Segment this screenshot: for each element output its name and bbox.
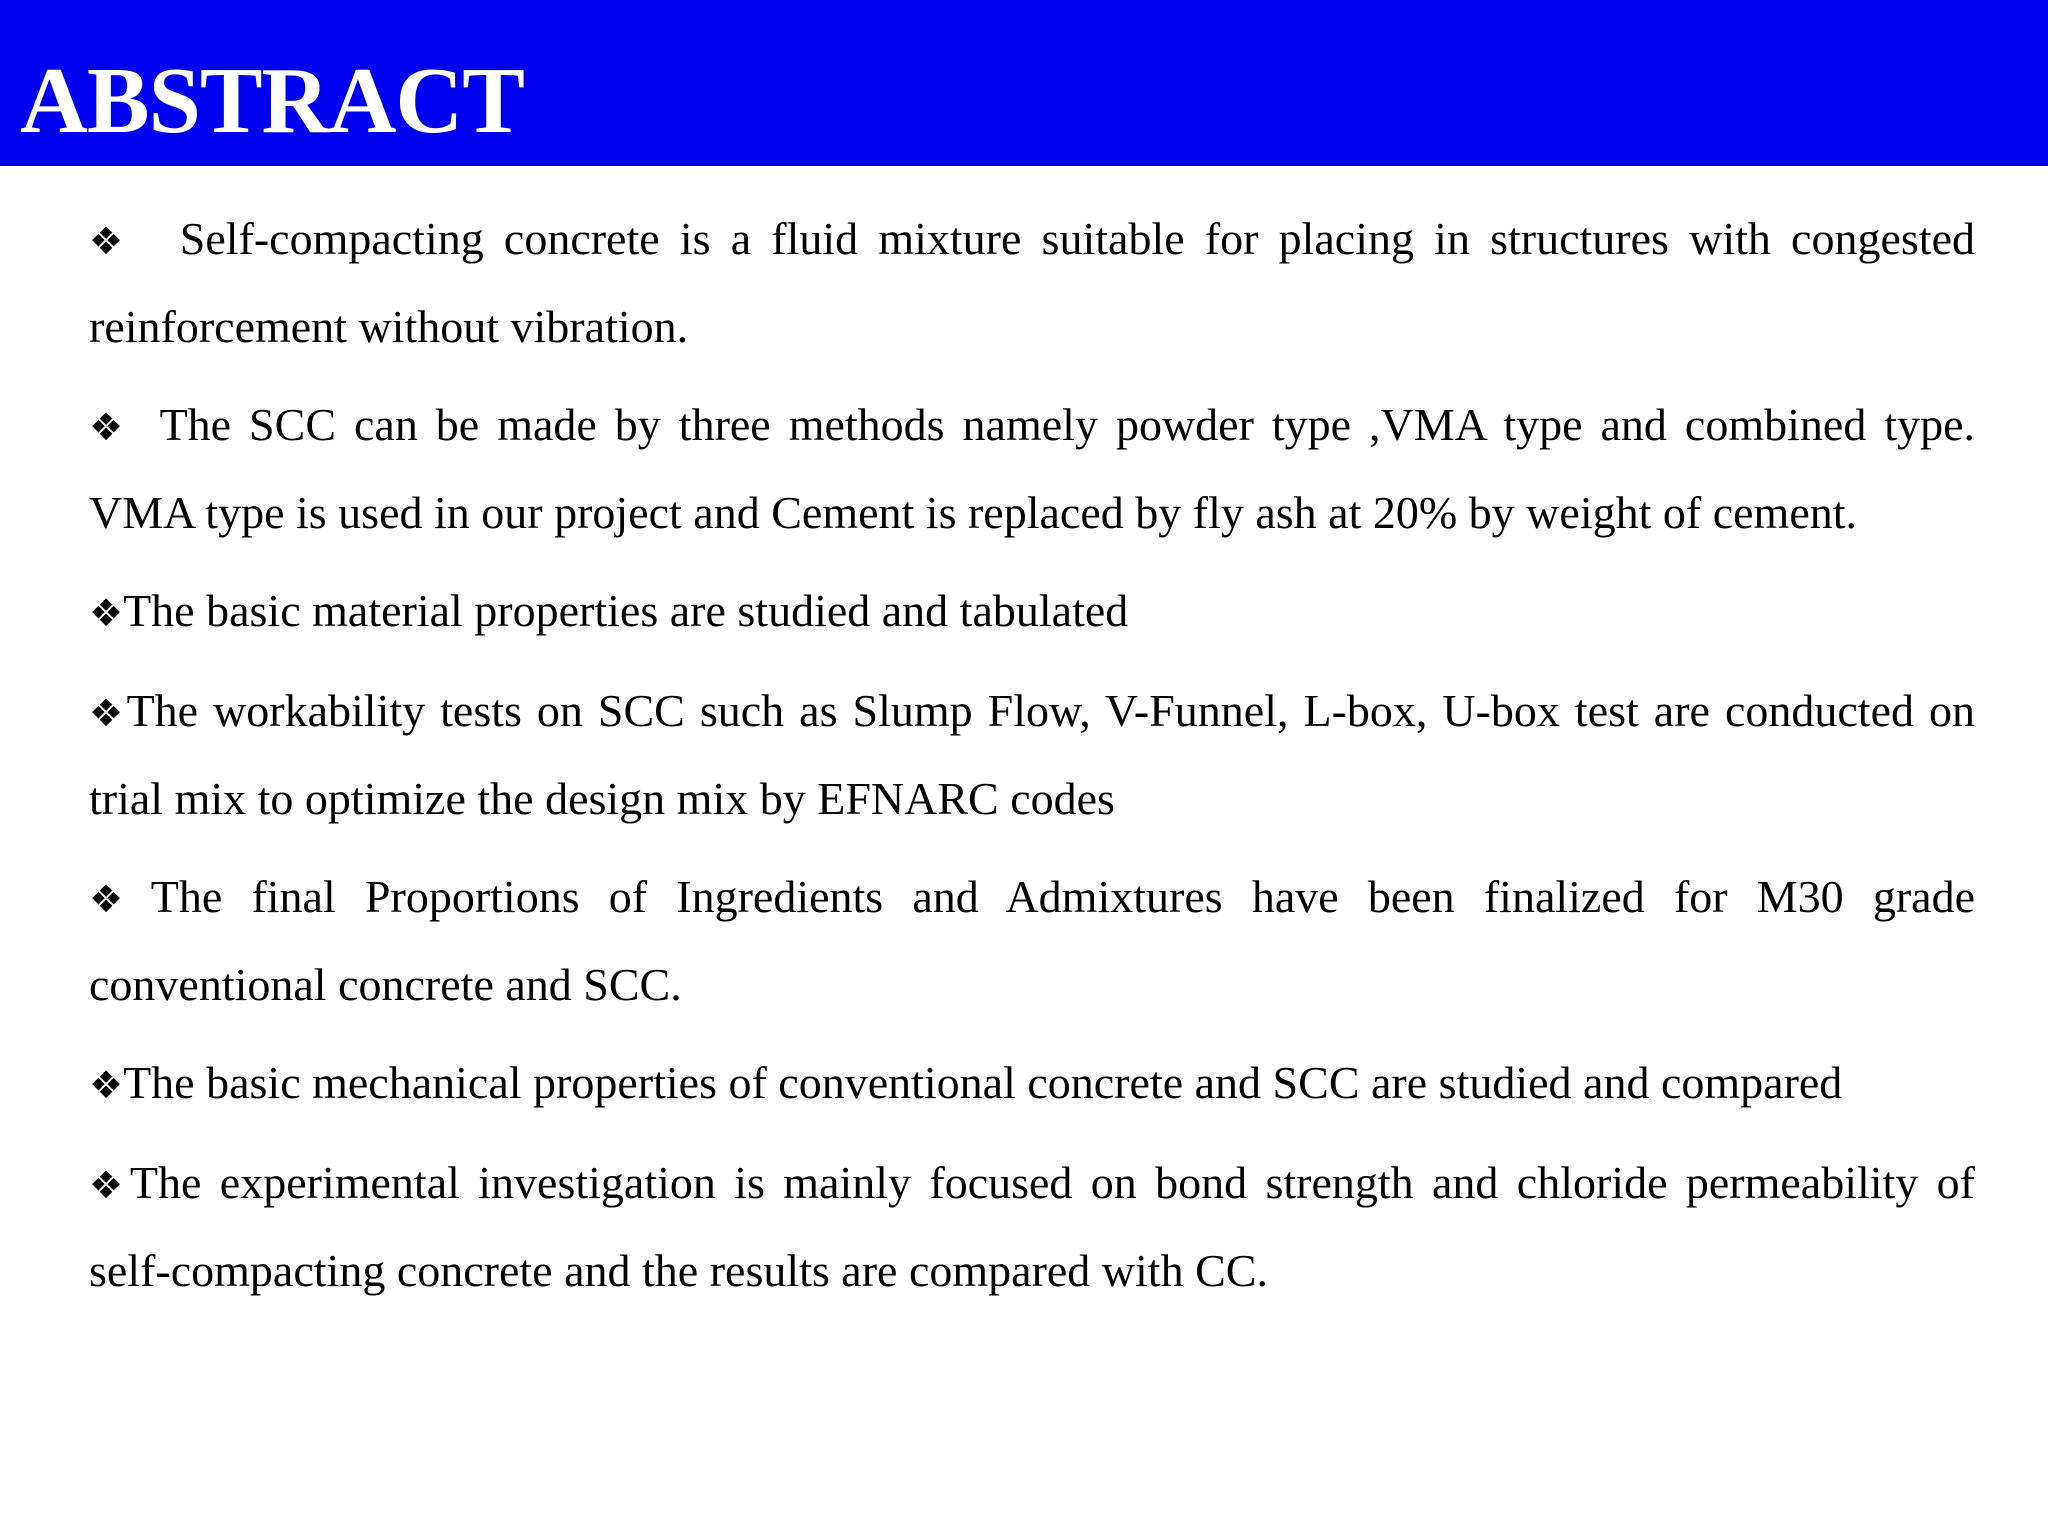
bullet-text: The basic material properties are studied and tabulated <box>123 585 1129 636</box>
four-diamond-bullet-icon: ❖ <box>89 219 132 263</box>
bullet-item <box>89 568 1975 656</box>
bullet-list <box>89 196 1975 1326</box>
bullet-item <box>89 854 1975 1028</box>
four-diamond-bullet-icon: ❖ <box>89 691 127 735</box>
bullet-text: Self-compacting concrete is a fluid mixture suitable for placing in structures with congested reinforcement without vibration. <box>89 213 1975 352</box>
slide-title: ABSTRACT <box>20 49 524 153</box>
bullet-item <box>89 382 1975 556</box>
bullet-item <box>89 668 1975 842</box>
bullet-item <box>89 196 1975 370</box>
four-diamond-bullet-icon: ❖ <box>89 1063 124 1107</box>
four-diamond-bullet-icon: ❖ <box>89 405 130 449</box>
four-diamond-bullet-icon: ❖ <box>89 877 141 921</box>
bullet-text: The SCC can be made by three methods namely powder type ,VMA type and combined type. VMA type is used in our project and Cement is replaced by fly ash at 20% by weight of cement. <box>89 399 1975 538</box>
bullet-item <box>89 1040 1975 1128</box>
bullet-item <box>89 1140 1975 1314</box>
title-bar <box>0 0 2048 166</box>
bullet-text: The final Proportions of Ingredients and Admixtures have been finalized for M30 grade conventional concrete and SCC. <box>89 871 1975 1010</box>
bullet-text: The workability tests on SCC such as Slump Flow, V-Funnel, L-box, U-box test are conducted on trial mix to optimize the design mix by EFNARC codes <box>89 685 1975 824</box>
bullet-text: The basic mechanical properties of conventional concrete and SCC are studied and compared <box>123 1057 1843 1108</box>
four-diamond-bullet-icon: ❖ <box>89 1163 130 1207</box>
four-diamond-bullet-icon: ❖ <box>89 591 124 635</box>
bullet-text: The experimental investigation is mainly focused on bond strength and chloride permeability of self-compacting concrete and the results are compared with CC. <box>89 1157 1975 1296</box>
